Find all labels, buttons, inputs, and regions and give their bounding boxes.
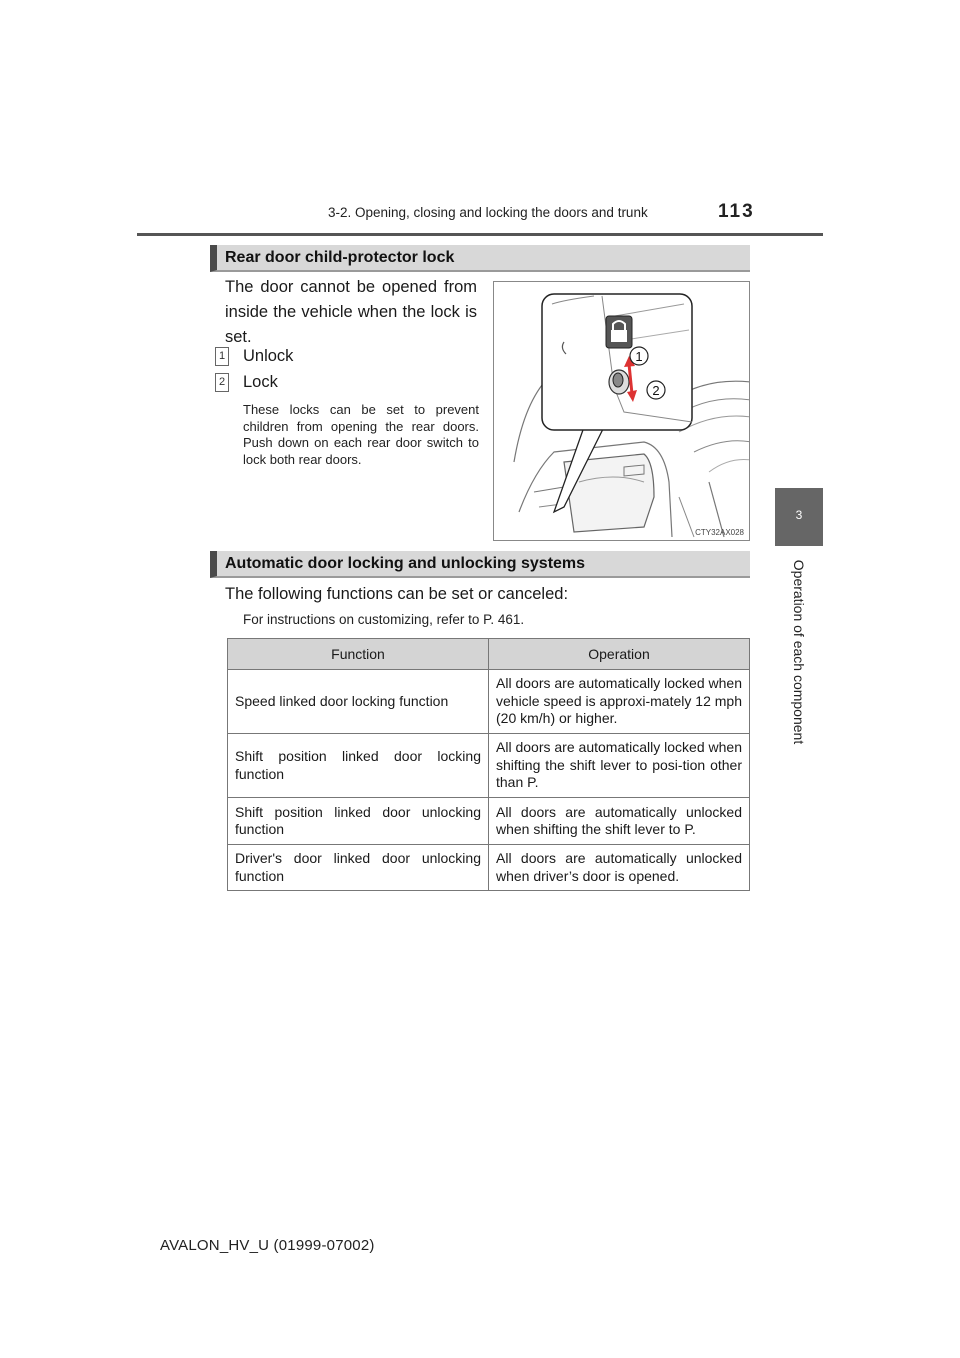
page-number: 113 bbox=[718, 201, 755, 222]
child-lock-illustration bbox=[493, 281, 750, 541]
table-header-row bbox=[228, 639, 750, 670]
list-item-unlock bbox=[215, 347, 293, 366]
function-cell: Shift position linked door unlocking function bbox=[228, 798, 489, 845]
column-header-operation: Operation bbox=[489, 639, 750, 670]
table-row bbox=[228, 845, 750, 891]
item-number-1: 1 bbox=[215, 347, 229, 366]
operation-cell: All doors are automatically locked when vehicle speed is approxi-mately 12 mph (20 km/h) or higher. bbox=[489, 670, 750, 734]
functions-table bbox=[227, 638, 750, 891]
item-number-2: 2 bbox=[215, 373, 229, 392]
column-header-function: Function bbox=[228, 639, 489, 670]
chapter-tab-number: 3 bbox=[775, 488, 823, 546]
function-cell: Speed linked door locking function bbox=[228, 670, 489, 734]
chapter-tab-title: Operation of each component bbox=[791, 559, 807, 745]
header-section-title: 3-2. Opening, closing and locking the doors and trunk bbox=[328, 205, 648, 220]
auto-locking-lead: The following functions can be set or canceled: bbox=[225, 585, 569, 603]
table-row bbox=[228, 670, 750, 734]
list-item-lock bbox=[215, 373, 278, 392]
header-rule bbox=[137, 233, 823, 236]
child-lock-note: These locks can be set to prevent children from opening the rear doors. Push down on each rear door switch to lock both rear doors. bbox=[243, 402, 479, 467]
operation-cell: All doors are automatically unlocked when driver’s door is opened. bbox=[489, 845, 750, 891]
item-label-lock: Lock bbox=[243, 373, 278, 391]
function-cell: Driver's door linked door unlocking function bbox=[228, 845, 489, 891]
child-lock-intro: The door cannot be opened from inside the vehicle when the lock is set. bbox=[225, 278, 477, 346]
customizing-note: For instructions on customizing, refer to P. 461. bbox=[243, 612, 525, 627]
illustration-callout-1: 1 bbox=[635, 349, 643, 364]
table-row bbox=[228, 734, 750, 798]
section-title-auto-locking: Automatic door locking and unlocking systems bbox=[210, 551, 750, 578]
operation-cell: All doors are automatically unlocked when shifting the shift lever to P. bbox=[489, 798, 750, 845]
footer-model-code: AVALON_HV_U (01999-07002) bbox=[160, 1237, 375, 1254]
door-illustration-drawing bbox=[494, 282, 750, 541]
function-cell: Shift position linked door locking function bbox=[228, 734, 489, 798]
illustration-callout-2: 2 bbox=[652, 383, 660, 398]
chapter-tab-label bbox=[775, 546, 823, 758]
table-row bbox=[228, 798, 750, 845]
section-title-child-lock: Rear door child-protector lock bbox=[210, 245, 750, 272]
item-label-unlock: Unlock bbox=[243, 347, 294, 365]
illustration-code: CTY32AX028 bbox=[695, 528, 744, 537]
operation-cell: All doors are automatically locked when shifting the shift lever to posi-tion other than P. bbox=[489, 734, 750, 798]
